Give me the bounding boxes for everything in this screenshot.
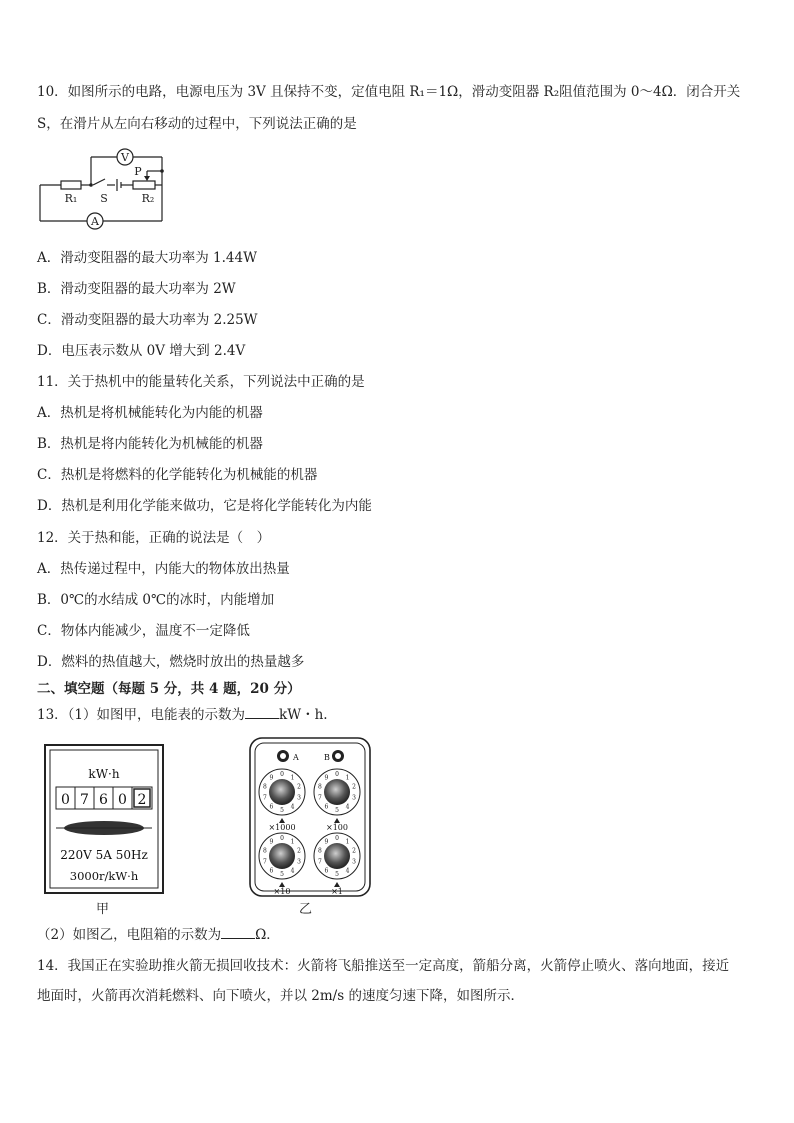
q12-option-a: A．热传递过程中，内能大的物体放出热量: [37, 561, 290, 577]
meter-digit-1: 0: [61, 792, 70, 808]
caption-jia: 甲: [96, 902, 110, 917]
dial-number: 9: [324, 774, 329, 782]
dial-number: 6: [269, 803, 274, 811]
dial-number: 6: [324, 867, 329, 875]
dial-number: 8: [317, 847, 322, 855]
dial-number: 4: [290, 803, 295, 811]
dial-number: 2: [352, 783, 357, 791]
q13-part1-blank: [245, 706, 279, 719]
dial-number: 1: [290, 774, 295, 782]
dial-x1-label: ×1: [331, 887, 343, 896]
q10-option-b: B．滑动变阻器的最大功率为 2W: [37, 281, 236, 297]
dial-number: 4: [345, 867, 350, 875]
dial-number: 8: [262, 783, 267, 791]
meter-spec-line2: 3000r/kW·h: [69, 869, 139, 883]
dial-number: 0: [280, 771, 284, 778]
r1-label: R₁: [64, 192, 78, 205]
q11-option-b: B．热机是将内能转化为机械能的机器: [37, 436, 263, 452]
q14-line2: 地面时，火箭再次消耗燃料、向下喷火，并以 2m/s 的速度匀速下降，如图所示．: [37, 988, 524, 1004]
meter-digit-3: 6: [99, 792, 108, 808]
q11-option-a: A．热机是将机械能转化为内能的机器: [37, 405, 263, 421]
q12-option-c: C．物体内能减少，温度不一定降低: [37, 623, 250, 639]
dial-number: 6: [269, 867, 274, 875]
dial-x10-label: ×10: [273, 887, 291, 896]
dial-number: 9: [269, 774, 274, 782]
meter-digit-5: 2: [137, 792, 147, 808]
dial-number: 8: [262, 847, 267, 855]
q13-part1: [37, 706, 328, 724]
dial-number: 7: [262, 794, 267, 802]
q10-option-c: C．滑动变阻器的最大功率为 2.25W: [37, 312, 258, 328]
voltmeter-label: V: [121, 151, 129, 164]
switch-label: S: [100, 192, 108, 205]
q13-part2-prefix: （2）如图乙，电阻箱的示数为: [37, 927, 222, 943]
dial-number: 6: [324, 803, 329, 811]
q14-line1: 14．我国正在实验助推火箭无损回收技术：火箭将飞船推送至一定高度，箭船分离，火箭停止喷火、落向地面，接近: [37, 958, 730, 974]
meter-digit-2: 7: [80, 792, 89, 808]
meter-spec-line1: 220V 5A 50Hz: [60, 848, 148, 862]
dial-number: 5: [335, 807, 339, 814]
dial-number: 1: [345, 774, 350, 782]
dial-number: 2: [297, 783, 302, 791]
dial-number: 3: [352, 858, 357, 866]
dial-number: 2: [352, 847, 357, 855]
dial-number: 0: [280, 835, 284, 842]
meter-unit: kW·h: [88, 767, 120, 781]
dial-number: 3: [297, 858, 302, 866]
caption-yi: 乙: [299, 902, 313, 917]
q12-stem: 12．关于热和能，正确的说法是（ ）: [37, 530, 271, 546]
terminal-b-label: B: [324, 753, 330, 762]
resistance-box-figure: [248, 736, 372, 898]
section-title: 二、填空题（每题 5 分，共 4 题，20 分）: [37, 681, 301, 697]
q13-part2-suffix: Ω．: [255, 927, 280, 943]
q10-option-d: D．电压表示数从 0V 增大到 2.4V: [37, 343, 246, 359]
q11-option-d: D．热机是利用化学能来做功，它是将化学能转化为内能: [37, 498, 372, 514]
electric-meter-figure: [44, 744, 164, 894]
q11-stem: 11．关于热机中的能量转化关系，下列说法中正确的是: [37, 374, 365, 390]
dial-x1000-label: ×1000: [268, 823, 296, 832]
dial-number: 0: [335, 771, 339, 778]
dial-x100-label: ×100: [326, 823, 348, 832]
q10-stem-line1: 10．如图所示的电路，电源电压为 3V 且保持不变，定值电阻 R₁＝1Ω，滑动变阻器 R₂阻值范围为 0～4Ω．闭合开关: [37, 84, 741, 100]
q13-part2: [37, 926, 280, 944]
dial-number: 4: [290, 867, 295, 875]
meter-digit-4: 0: [118, 792, 127, 808]
dial-number: 2: [297, 847, 302, 855]
ammeter-label: A: [91, 215, 99, 228]
q11-option-c: C．热机是将燃料的化学能转化为机械能的机器: [37, 467, 318, 483]
q10-option-a: A．滑动变阻器的最大功率为 1.44W: [37, 250, 257, 266]
dial-number: 3: [352, 794, 357, 802]
dial-number: 0: [335, 835, 339, 842]
dial-number: 5: [280, 807, 284, 814]
dial-number: 1: [345, 838, 350, 846]
q12-option-d: D．燃料的热值越大，燃烧时放出的热量越多: [37, 654, 305, 670]
dial-number: 7: [317, 794, 322, 802]
q13-part2-blank: [221, 926, 255, 939]
dial-number: 7: [262, 858, 267, 866]
terminal-a-label: A: [293, 753, 299, 762]
q10-circuit-diagram: [37, 143, 172, 235]
dial-number: 9: [324, 838, 329, 846]
dial-number: 5: [280, 871, 284, 878]
q13-part1-suffix: kW・h.: [279, 707, 328, 723]
r2-label: R₂: [141, 192, 155, 205]
q12-option-b: B．0℃的水结成 0℃的冰时，内能增加: [37, 592, 275, 608]
dial-number: 4: [345, 803, 350, 811]
dial-number: 8: [317, 783, 322, 791]
dial-number: 5: [335, 871, 339, 878]
dial-number: 9: [269, 838, 274, 846]
q13-part1-prefix: 13．（1）如图甲，电能表的示数为: [37, 707, 246, 723]
q10-stem-line2: S，在滑片从左向右移动的过程中，下列说法正确的是: [37, 116, 357, 132]
slider-label: P: [134, 165, 142, 178]
dial-number: 7: [317, 858, 322, 866]
dial-number: 1: [290, 838, 295, 846]
dial-number: 3: [297, 794, 302, 802]
